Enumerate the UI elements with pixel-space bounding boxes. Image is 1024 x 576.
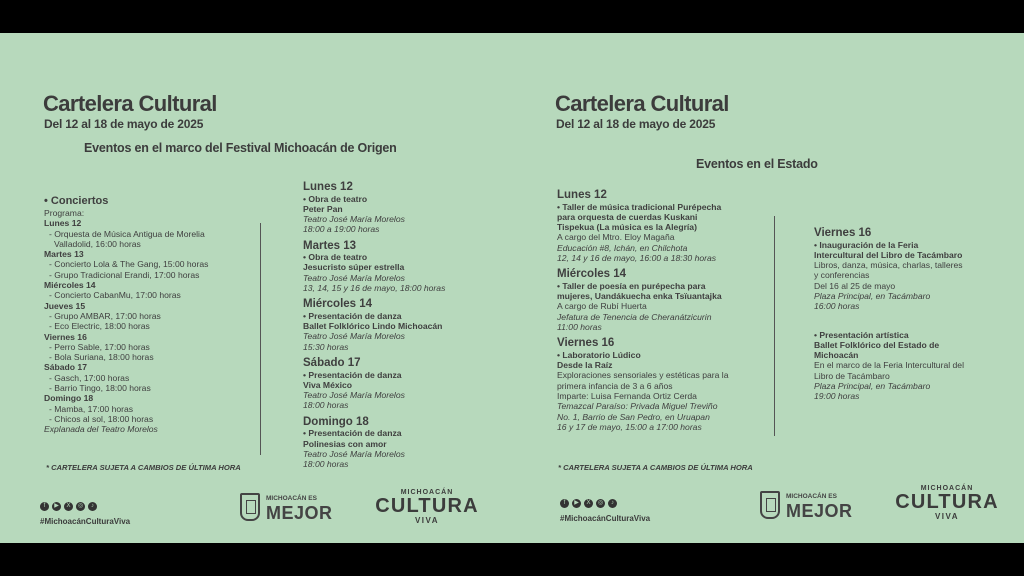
- section-subtitle: Eventos en el marco del Festival Michoacán de Origen: [84, 141, 397, 155]
- event-name: mujeres, Uandákuecha enka Tsïuantajka: [557, 291, 722, 302]
- time-text: 13, 14, 15 y 16 de mayo, 18:00 horas: [303, 283, 446, 294]
- list-item: - Barrio Tingo, 18:00 horas: [49, 383, 151, 394]
- event-name: Jesucristo súper estrella: [303, 262, 405, 273]
- list-item: - Mamba, 17:00 horas: [49, 403, 134, 414]
- event-name: Polinesias con amor: [303, 438, 387, 449]
- cultura-viva-logo: [892, 485, 1002, 521]
- section-heading: • Conciertos: [44, 195, 109, 207]
- list-item: - Concierto CabanMu, 17:00 horas: [49, 290, 181, 301]
- event-type: • Inauguración de la Feria: [814, 239, 919, 250]
- hashtag[interactable]: #MichoacánCulturaViva: [560, 514, 651, 523]
- logo-top-text: MICHOACÁN: [920, 485, 974, 492]
- program-label: Programa:: [44, 208, 85, 218]
- event-detail: A cargo de Rubí Huerta: [557, 301, 647, 312]
- event-name: Tispekua (La música es la Alegría): [557, 222, 697, 233]
- venue-text: Educación #8, Ichán, en Chilchota: [557, 242, 688, 253]
- event-name: Viva México: [303, 379, 353, 390]
- event-detail: En el marco de la Feria Intercultural del: [814, 360, 964, 371]
- event-name: Michoacán: [814, 350, 859, 361]
- event-detail: primera infancia de 3 a 6 años: [557, 380, 673, 391]
- instagram-icon[interactable]: ◎: [77, 503, 84, 509]
- time-text: 19:00 horas: [814, 391, 860, 402]
- event-type: • Presentación de danza: [303, 310, 402, 321]
- facebook-icon[interactable]: f: [40, 502, 49, 511]
- event-type: • Taller de música tradicional Purépecha: [557, 201, 722, 212]
- venue-text: Teatro José María Morelos: [303, 331, 405, 342]
- list-item: - Grupo Tradicional Erandi, 17:00 horas: [49, 269, 200, 280]
- list-item: - Eco Electric, 18:00 horas: [49, 321, 150, 332]
- day-heading: Domingo 18: [44, 393, 94, 404]
- event-name: Desde la Raíz: [557, 360, 613, 371]
- x-icon[interactable]: X: [584, 499, 593, 508]
- day-heading: Lunes 12: [303, 181, 353, 193]
- event-detail: Exploraciones sensoriales y estéticas para la: [557, 370, 729, 381]
- time-text: 18:00 a 19:00 horas: [303, 224, 380, 235]
- section-subtitle: Eventos en el Estado: [696, 157, 818, 171]
- youtube-icon[interactable]: ▶: [572, 499, 581, 508]
- logo-bot-text: VIVA: [414, 516, 440, 525]
- michoacan-es-mejor-logo: [240, 493, 365, 525]
- left-poster: [0, 33, 512, 543]
- event-detail: A cargo del Mtro. Eloy Magaña: [557, 232, 675, 243]
- event-name: Ballet Folklórico del Estado de: [814, 339, 940, 350]
- concerts-column: [44, 195, 259, 435]
- date-range: Del 12 al 18 de mayo de 2025: [556, 117, 716, 131]
- instagram-icon[interactable]: ◎: [597, 500, 604, 506]
- facebook-icon[interactable]: f: [560, 499, 569, 508]
- day-heading: Domingo 18: [303, 415, 369, 428]
- state-events-column-1: [557, 189, 772, 432]
- time-text: 12, 14 y 16 de mayo, 16:00 a 18:30 horas: [557, 252, 717, 263]
- logo-bot-text: VIVA: [934, 512, 960, 521]
- venue-text: Teatro José María Morelos: [303, 448, 405, 459]
- event-detail: y conferencias: [814, 270, 870, 281]
- day-heading: Miércoles 14: [44, 280, 96, 291]
- day-heading: Viernes 16: [44, 331, 87, 342]
- day-heading: Lunes 12: [44, 218, 82, 229]
- date-range: Del 12 al 18 de mayo de 2025: [44, 117, 204, 131]
- list-item: - Orquesta de Música Antigua de Morelia: [49, 228, 205, 239]
- time-text: 15:30 horas: [303, 341, 349, 352]
- day-heading: Miércoles 14: [303, 298, 373, 311]
- list-item: - Grupo AMBAR, 17:00 horas: [49, 310, 161, 321]
- event-type: • Presentación artística: [814, 329, 909, 340]
- venue-text: Explanada del Teatro Morelos: [44, 424, 158, 435]
- time-text: 18:00 horas: [303, 459, 349, 470]
- venue-text: Teatro José María Morelos: [303, 272, 405, 283]
- event-detail: Libros, danza, música, charlas, talleres: [814, 260, 963, 271]
- event-name: Ballet Folklórico Lindo Michoacán: [303, 321, 443, 332]
- event-name: Intercultural del Libro de Tacámbaro: [814, 249, 963, 260]
- tiktok-icon[interactable]: ♪: [88, 502, 97, 511]
- page-title: Cartelera Cultural: [43, 91, 217, 116]
- event-name: para orquesta de cuerdas Kuskani: [557, 211, 698, 222]
- hashtag[interactable]: #MichoacánCulturaViva: [40, 517, 131, 526]
- venue-text: Temazcal Paraíso: Privada Miguel Treviño: [557, 401, 718, 412]
- list-item: - Perro Sable, 17:00 horas: [49, 341, 150, 352]
- time-text: 18:00 horas: [303, 400, 349, 411]
- logo-small-text: MICHOACÁN ES: [266, 495, 317, 502]
- event-type: • Presentación de danza: [303, 369, 402, 380]
- list-item: - Gasch, 17:00 horas: [49, 372, 130, 383]
- venue-text: Plaza Principal, en Tacámbaro: [814, 381, 931, 392]
- venue-text: Plaza Principal, en Tacámbaro: [814, 290, 931, 301]
- day-heading: Viernes 16: [557, 337, 615, 350]
- disclaimer: * CARTELERA SUJETA A CAMBIOS DE ÚLTIMA HORA: [46, 463, 241, 472]
- venue-text: Teatro José María Morelos: [303, 390, 405, 401]
- event-type: • Obra de teatro: [303, 193, 368, 204]
- logo-big-text: MEJOR: [786, 501, 853, 521]
- state-events-column-2: [814, 227, 1019, 402]
- day-heading: Jueves 15: [44, 300, 86, 311]
- logo-mid-text: CULTURA: [375, 495, 479, 517]
- spacer: [814, 312, 1019, 330]
- day-heading: Martes 13: [303, 239, 357, 252]
- shield-icon: [240, 493, 260, 521]
- time-text: 11:00 horas: [557, 321, 602, 332]
- shield-icon: [760, 491, 780, 519]
- youtube-icon[interactable]: ▶: [52, 502, 61, 511]
- michoacan-es-mejor-logo: [760, 491, 885, 523]
- day-heading: Lunes 12: [557, 189, 607, 201]
- theater-column: [303, 181, 503, 469]
- logo-small-text: MICHOACÁN ES: [786, 493, 837, 500]
- day-heading: Sábado 17: [44, 362, 87, 373]
- venue-text: No. 1, Barrio de San Pedro, en Uruapan: [557, 411, 710, 422]
- social-icons: [40, 502, 97, 511]
- event-type: • Taller de poesía en purépecha para: [557, 280, 706, 291]
- page-title: Cartelera Cultural: [555, 91, 729, 116]
- event-detail: Imparte: Luisa Fernanda Ortiz Cerda: [557, 390, 697, 401]
- day-heading: Sábado 17: [303, 357, 361, 370]
- event-type: • Presentación de danza: [303, 428, 402, 439]
- time-text: 16:00 horas: [814, 301, 860, 312]
- social-icons: [560, 499, 617, 508]
- venue-text: Teatro José María Morelos: [303, 214, 405, 225]
- right-poster: [512, 33, 1024, 543]
- list-item: - Bola Suriana, 18:00 horas: [49, 352, 154, 363]
- list-item: - Chicos al sol, 18:00 horas: [49, 413, 154, 424]
- event-name: Peter Pan: [303, 203, 343, 214]
- event-detail: Libro de Tacámbaro: [814, 370, 890, 381]
- event-detail: Del 16 al 25 de mayo: [814, 280, 896, 291]
- day-heading: Miércoles 14: [557, 268, 627, 281]
- logo-big-text: MEJOR: [266, 503, 333, 523]
- disclaimer: * CARTELERA SUJETA A CAMBIOS DE ÚLTIMA HORA: [558, 463, 753, 472]
- logo-top-text: MICHOACÁN: [400, 489, 454, 496]
- day-heading: Viernes 16: [814, 227, 872, 239]
- time-text: 16 y 17 de mayo, 15:00 a 17:00 horas: [557, 421, 702, 432]
- day-heading: Martes 13: [44, 249, 84, 260]
- cultura-viva-logo: [372, 489, 482, 525]
- tiktok-icon[interactable]: ♪: [608, 499, 617, 508]
- event-type: • Obra de teatro: [303, 252, 368, 263]
- column-divider: [260, 223, 261, 455]
- venue-text: Jefatura de Tenencia de Cheranátzicurin: [557, 311, 712, 322]
- x-icon[interactable]: X: [64, 502, 73, 511]
- list-item: - Concierto Lola & The Gang, 15:00 horas: [49, 259, 209, 270]
- list-item: Valladolid, 16:00 horas: [54, 238, 141, 249]
- column-divider: [774, 216, 775, 436]
- logo-mid-text: CULTURA: [895, 491, 999, 513]
- event-type: • Laboratorio Lúdico: [557, 349, 641, 360]
